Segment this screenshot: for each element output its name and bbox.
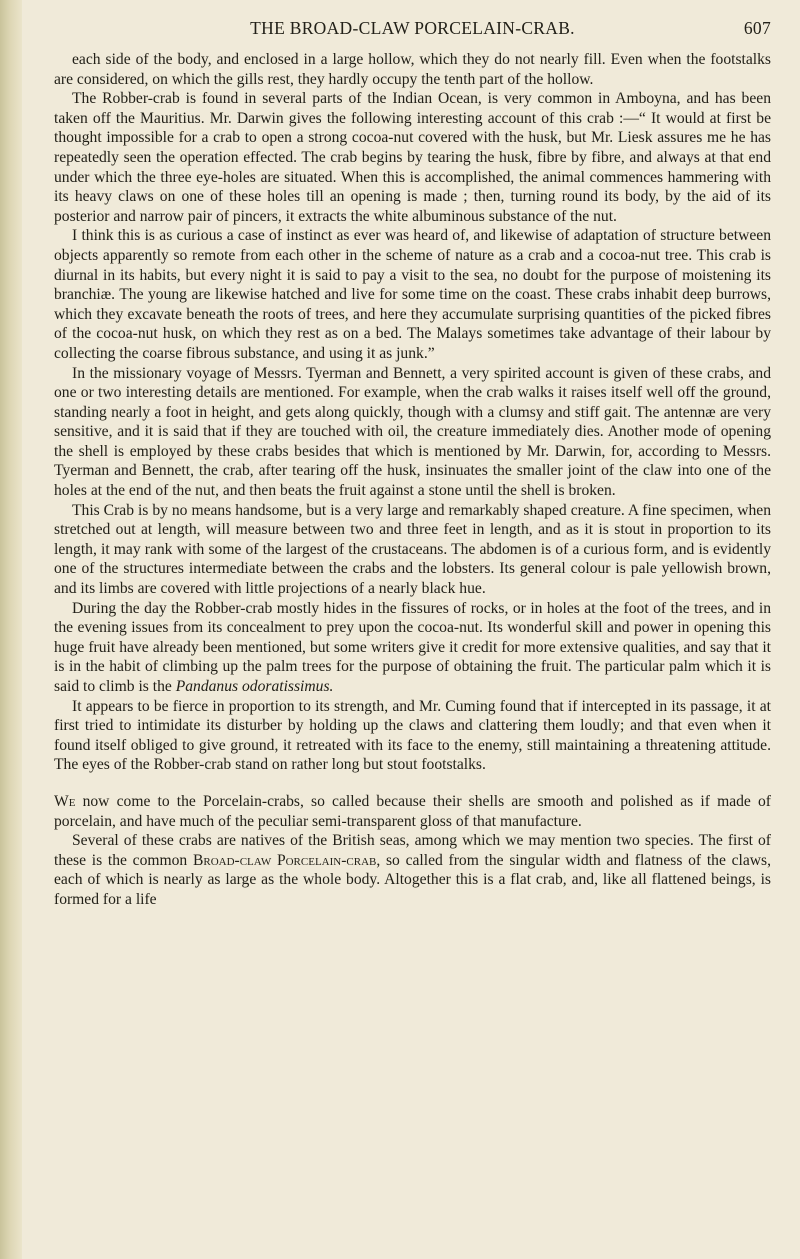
paragraph-text: each side of the body, and enclosed in a large hollow, which they do not nearly fill. Even when the footstalks are considered, on which the gills rest, they hardly occupy the tenth part of the hollow. bbox=[54, 51, 771, 88]
paragraph-2 bbox=[54, 89, 771, 226]
paragraph-text: I think this is as curious a case of instinct as ever was heard of, and likewise of adaptation of structure between objects apparently so remote from each other in the scheme of nature as a crab and a cocoa-nut tree. This crab is diurnal in its habits, but every night it is said to pay a visit to the sea, no doubt for the purpose of moistening its branchiæ. The young are likewise hatched and live for some time on the coast. These crabs inhabit deep burrows, which they excavate beneath the roots of trees, and here they accumulate surprising quantities of the picked fibres of the cocoa-nut husk, on which they rest as on a bed. The Malays sometimes take advantage of their labour by collecting the coarse fibrous substance, and using it as junk.” bbox=[54, 227, 771, 362]
paragraph-9 bbox=[54, 831, 771, 909]
paragraph-text: During the day the Robber-crab mostly hides in the fissures of rocks, or in holes at the foot of the trees, and in the evening issues from its concealment to prey upon the cocoa-nut. Its wonderful skill and power in opening this huge fruit have already been mentioned, but some writers give it credit for more extensive qualities, and say that it is in the habit of climbing up the palm trees for the purpose of obtaining the fruit. The particular palm which it is said to climb is the bbox=[54, 599, 771, 695]
paragraph-text: In the missionary voyage of Messrs. Tyerman and Bennett, a very spirited account is given of these crabs, and one or two interesting details are mentioned. For example, when the crab walks it raises itself well off the ground, standing nearly a foot in height, and gets along quickly, though with a clumsy and stiff gait. The antennæ are very sensitive, and it is said that if they are touched with oil, the creature immediately dies. Another mode of opening the shell is employed by these crabs besides that which is mentioned by Mr. Darwin, for, according to Messrs. Tyerman and Bennett, the crab, after tearing off the husk, insinuates the smaller joint of the claw into one of the holes at the end of the nut, and then beats the fruit against a stone until the shell is broken. bbox=[54, 364, 771, 500]
paragraph-text: now come to the Porcelain-crabs, so called because their shells are smooth and polished as if made of porcelain, and have much of the peculiar semi-transparent gloss of that manufacture. bbox=[54, 792, 771, 830]
species-name-smallcaps: Broad-claw Porcelain-crab, bbox=[192, 851, 381, 869]
page-number: 607 bbox=[743, 18, 771, 38]
paragraph-3 bbox=[54, 226, 771, 363]
paragraph-5 bbox=[54, 501, 771, 599]
paragraph-text: Several of these crabs are natives of the British seas, among which we may mention two species. The first of these is the common bbox=[54, 832, 771, 869]
body-text bbox=[54, 50, 771, 910]
running-title: THE BROAD-CLAW PORCELAIN-CRAB. bbox=[250, 18, 575, 38]
species-name-italic: Pandanus odoratissimus. bbox=[175, 678, 334, 695]
section-lead-word: We bbox=[54, 792, 76, 810]
paragraph-text: The Robber-crab is found in several parts of the Indian Ocean, is very common in Amboyna, and has been taken off the Mauritius. Mr. Darwin gives the following interesting account of this crab :—“ It would at first be thought impossible for a crab to open a strong cocoa-nut covered with the husk, but Mr. Liesk assures me he has repeatedly seen the operation effected. The crab begins by tearing the husk, fibre by fibre, and always at that end under which the three eye-holes are situated. When this is accomplished, the animal commences hammering with its heavy claws on one of these holes till an opening is made ; then, turning round its body, by the aid of its posterior and narrow pair of pincers, it extracts the white albuminous substance of the nut. bbox=[54, 90, 771, 225]
book-page bbox=[54, 18, 771, 910]
running-header bbox=[54, 18, 771, 42]
section-paragraph-porcelain-crabs bbox=[54, 792, 771, 831]
page-binding-edge bbox=[0, 0, 22, 1259]
paragraph-6 bbox=[54, 599, 771, 697]
paragraph-text: This Crab is by no means handsome, but is a very large and remarkably shaped creature. A fine specimen, when stretched out at length, will measure between two and three feet in length, and as it is stout in proportion to its length, it may rank with some of the largest of the crustaceans. The abdomen is of a curious form, and is evidently one of the structures intermediate between the crabs and the lobsters. Its general colour is pale yellowish brown, and its limbs are covered with little projections of a nearly black hue. bbox=[54, 501, 771, 598]
paragraph-1 bbox=[54, 50, 771, 89]
paragraph-text: It appears to be fierce in proportion to its strength, and Mr. Cuming found that if intercepted in its passage, it at first tried to intimidate its disturber by holding up the claws and clattering them loudly; and that even when it found itself obliged to give ground, it retreated with its face to the enemy, still maintaining a threatening attitude. The eyes of the Robber-crab stand on rather long but stout footstalks. bbox=[54, 697, 771, 774]
paragraph-text-after: so called from the singular width and flatness of the claws, each of which is nearly as large as the whole body. Altogether this is a flat crab, and, like all flattened beings, is formed for a life bbox=[54, 851, 771, 908]
paragraph-4 bbox=[54, 364, 771, 501]
paragraph-7 bbox=[54, 697, 771, 775]
